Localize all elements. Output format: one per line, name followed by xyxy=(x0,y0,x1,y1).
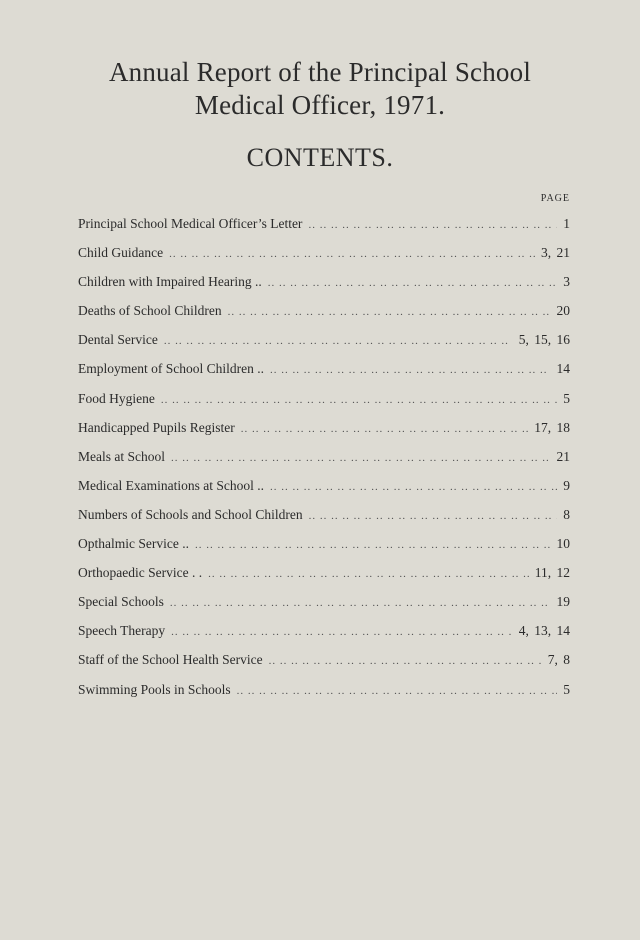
toc-entry-page: 5 xyxy=(563,681,570,697)
toc-entry xyxy=(78,565,570,594)
report-title xyxy=(0,56,640,122)
toc-dot-leader xyxy=(268,277,558,289)
toc-entry-label: Deaths of School Children xyxy=(78,303,222,319)
toc-entry-page: 8 xyxy=(563,506,570,522)
toc-entry-label: Medical Examinations at School .. xyxy=(78,477,264,493)
toc-entry-page: 14 xyxy=(556,361,570,377)
toc-dot-leader xyxy=(171,626,513,638)
toc-entry-page: 5, 15, 16 xyxy=(518,332,570,348)
toc-entry-page: 11, 12 xyxy=(534,565,570,581)
toc-entry-page: 20 xyxy=(556,303,570,319)
toc-entry-label: Food Hygiene xyxy=(78,390,155,406)
toc-dot-leader xyxy=(164,335,513,347)
toc-entry-label: Principal School Medical Officer’s Letter xyxy=(78,216,303,231)
toc-entry xyxy=(78,420,570,449)
toc-dot-leader xyxy=(270,481,557,493)
toc-entry-label: Child Guidance xyxy=(78,245,164,261)
toc-entry-page: 3 xyxy=(563,274,570,290)
toc-entry-label: Opthalmic Service .. xyxy=(78,536,189,552)
toc-entry xyxy=(78,303,570,332)
toc-entry-page: 19 xyxy=(556,594,570,610)
toc-entry xyxy=(78,449,570,478)
page-column-label: PAGE xyxy=(540,193,570,204)
toc-dot-leader xyxy=(308,219,557,231)
toc-entry xyxy=(78,274,570,303)
toc-entry xyxy=(78,332,570,361)
toc-dot-leader xyxy=(228,306,551,318)
toc-entry-label: Meals at School xyxy=(78,448,165,464)
toc-dot-leader xyxy=(270,364,551,376)
toc-entry-label: Handicapped Pupils Register xyxy=(78,419,235,435)
toc-entry-page: 17, 18 xyxy=(534,419,570,435)
toc-entry xyxy=(78,391,570,420)
toc-entry-label: Employment of School Children .. xyxy=(78,361,264,377)
toc-entry-page: 21 xyxy=(556,448,570,464)
toc-dot-leader xyxy=(171,452,551,464)
toc-dot-leader xyxy=(269,655,542,667)
toc-dot-leader xyxy=(237,685,558,697)
toc-entry xyxy=(78,507,570,536)
toc-entry-page: 9 xyxy=(563,477,570,493)
toc-entry-page: 7, 8 xyxy=(547,652,570,668)
title-line-1: Annual Report of the Principal School xyxy=(108,57,532,87)
toc-entry-page: 5 xyxy=(563,390,570,406)
toc-entry xyxy=(78,361,570,390)
contents-heading: CONTENTS. xyxy=(246,143,394,172)
toc-entry-page: 10 xyxy=(556,536,570,552)
toc-entry-page: 3, 21 xyxy=(541,245,570,261)
toc-entry-label: Numbers of Schools and School Children xyxy=(78,506,303,522)
toc-dot-leader xyxy=(309,510,558,522)
table-of-contents xyxy=(78,216,570,711)
toc-entry-label: Special Schools xyxy=(78,594,164,610)
toc-entry xyxy=(78,478,570,507)
toc-dot-leader xyxy=(170,597,551,609)
toc-entry xyxy=(78,652,570,681)
toc-entry-page: 4, 13, 14 xyxy=(518,623,570,639)
toc-entry xyxy=(78,594,570,623)
toc-entry-label: Dental Service xyxy=(78,332,158,348)
toc-dot-leader xyxy=(241,423,529,435)
toc-dot-leader xyxy=(208,568,529,580)
toc-entry xyxy=(78,623,570,652)
toc-entry xyxy=(78,682,570,711)
toc-dot-leader xyxy=(195,539,551,551)
toc-entry-label: Swimming Pools in Schools xyxy=(78,681,231,697)
toc-entry-label: Children with Impaired Hearing .. xyxy=(78,274,262,290)
toc-entry xyxy=(78,216,570,245)
toc-entry-page: 1 xyxy=(563,216,570,231)
toc-dot-leader xyxy=(169,248,535,260)
title-line-2: Medical Officer, 1971. xyxy=(194,90,446,120)
toc-entry-label: Staff of the School Health Service xyxy=(78,652,263,668)
toc-entry xyxy=(78,245,570,274)
toc-entry xyxy=(78,536,570,565)
toc-dot-leader xyxy=(161,394,557,406)
toc-entry-label: Orthopaedic Service . . xyxy=(78,565,203,581)
toc-entry-label: Speech Therapy xyxy=(78,623,166,639)
